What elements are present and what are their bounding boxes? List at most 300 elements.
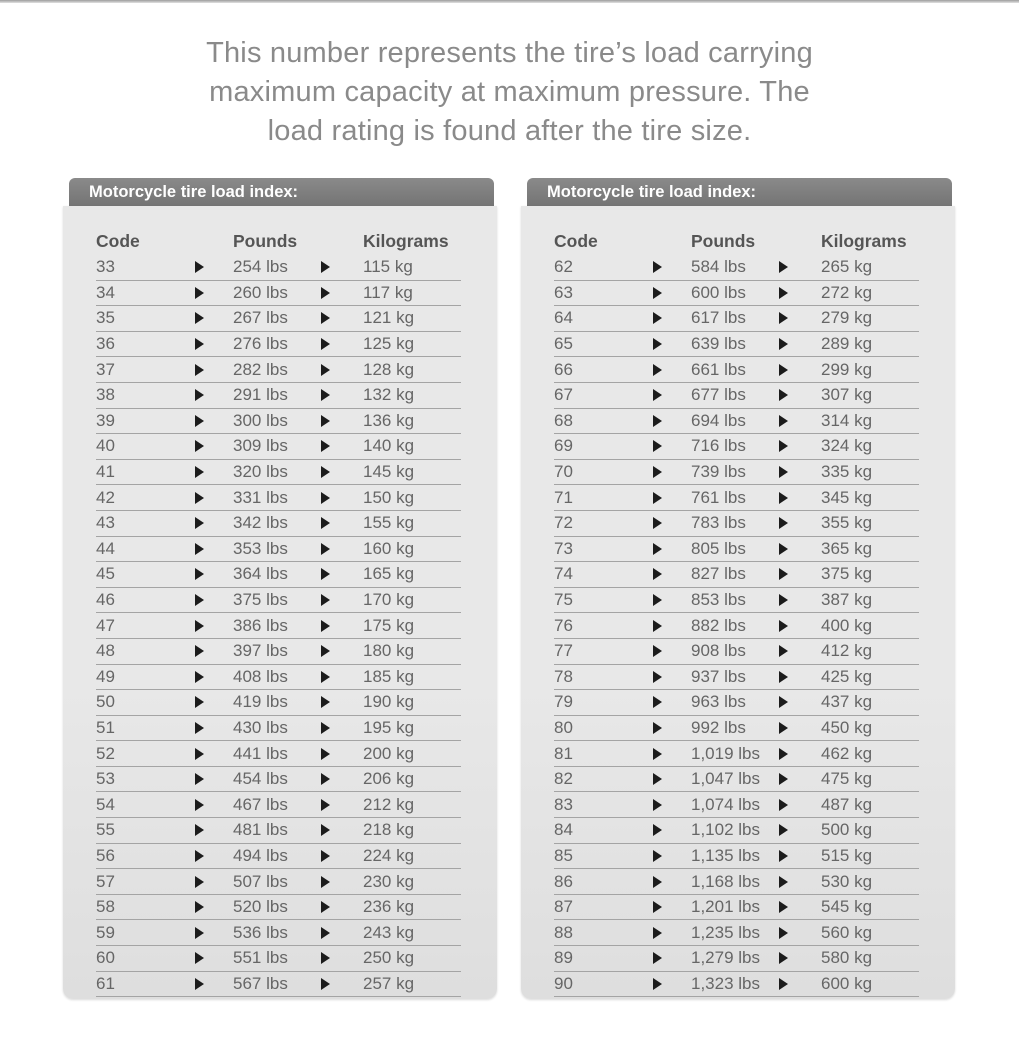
arrow-right-glyph: [195, 287, 204, 299]
kilograms-cell: 365 kg: [821, 538, 873, 558]
table-row: [554, 511, 919, 537]
arrow-right-icon: [653, 876, 691, 888]
arrow-right-icon: [779, 901, 821, 913]
arrow-right-glyph: [321, 850, 330, 862]
pounds-cell: 677 lbs: [691, 385, 746, 405]
arrow-right-glyph: [779, 850, 788, 862]
arrow-right-icon: [779, 850, 821, 862]
arrow-right-icon: [779, 594, 821, 606]
pounds-cell: 353 lbs: [233, 538, 288, 558]
code-cell: 51: [96, 717, 115, 737]
arrow-right-glyph: [779, 415, 788, 427]
code-cell: 87: [554, 897, 573, 917]
pounds-cell: 963 lbs: [691, 692, 746, 712]
arrow-right-glyph: [321, 312, 330, 324]
arrow-right-glyph: [195, 492, 204, 504]
kilograms-cell: 450 kg: [821, 717, 873, 737]
pounds-cell: 1,201 lbs: [691, 897, 760, 917]
arrow-right-glyph: [653, 415, 662, 427]
code-cell: 82: [554, 769, 573, 789]
arrow-right-glyph: [195, 901, 204, 913]
arrow-right-icon: [653, 978, 691, 990]
arrow-right-glyph: [653, 466, 662, 478]
arrow-right-icon: [195, 978, 233, 990]
arrow-right-glyph: [195, 824, 204, 836]
table-row: [96, 511, 461, 537]
arrow-right-icon: [779, 799, 821, 811]
arrow-right-glyph: [321, 466, 330, 478]
pounds-cell: 937 lbs: [691, 666, 746, 686]
arrow-right-icon: [653, 466, 691, 478]
pounds-cell: 567 lbs: [233, 973, 288, 993]
arrow-right-icon: [195, 415, 233, 427]
arrow-right-icon: [653, 440, 691, 452]
table-body: [63, 206, 497, 999]
kilograms-cell: 195 kg: [363, 717, 415, 737]
kilograms-cell: 257 kg: [363, 973, 415, 993]
code-cell: 44: [96, 538, 115, 558]
arrow-right-glyph: [779, 568, 788, 580]
pounds-cell: 639 lbs: [691, 334, 746, 354]
code-cell: 37: [96, 359, 115, 379]
title-line-2: maximum capacity at maximum pressure. The: [209, 76, 810, 108]
code-cell: 77: [554, 641, 573, 661]
code-cell: 75: [554, 590, 573, 610]
kilograms-cell: 165 kg: [363, 564, 415, 584]
kilograms-cell: 145 kg: [363, 462, 415, 482]
arrow-right-icon: [653, 543, 691, 555]
table-rows: [96, 255, 461, 997]
table-row: [554, 357, 919, 383]
pounds-cell: 584 lbs: [691, 257, 746, 277]
code-cell: 48: [96, 641, 115, 661]
arrow-right-glyph: [653, 517, 662, 529]
arrow-right-icon: [653, 364, 691, 376]
pounds-cell: 600 lbs: [691, 282, 746, 302]
arrow-right-icon: [321, 543, 363, 555]
kilograms-cell: 170 kg: [363, 590, 415, 610]
arrow-right-icon: [195, 620, 233, 632]
kilograms-cell: 487 kg: [821, 794, 873, 814]
arrow-right-icon: [321, 466, 363, 478]
arrow-right-glyph: [195, 338, 204, 350]
kilograms-cell: 265 kg: [821, 257, 873, 277]
arrow-right-icon: [321, 671, 363, 683]
arrow-right-glyph: [779, 440, 788, 452]
arrow-right-icon: [195, 312, 233, 324]
code-cell: 59: [96, 922, 115, 942]
kilograms-cell: 425 kg: [821, 666, 873, 686]
kilograms-cell: 185 kg: [363, 666, 415, 686]
arrow-right-icon: [779, 620, 821, 632]
pounds-cell: 300 lbs: [233, 410, 288, 430]
arrow-right-glyph: [195, 364, 204, 376]
table-row: [96, 639, 461, 665]
table-row: [96, 741, 461, 767]
kilograms-cell: 545 kg: [821, 897, 873, 917]
kilograms-cell: 375 kg: [821, 564, 873, 584]
arrow-right-glyph: [653, 287, 662, 299]
arrow-right-glyph: [779, 389, 788, 401]
table-row: [96, 409, 461, 435]
arrow-right-glyph: [321, 722, 330, 734]
arrow-right-icon: [321, 261, 363, 273]
arrow-right-icon: [321, 620, 363, 632]
code-cell: 43: [96, 513, 115, 533]
arrow-right-glyph: [653, 312, 662, 324]
arrow-right-glyph: [653, 492, 662, 504]
kilograms-cell: 218 kg: [363, 820, 415, 840]
kilograms-cell: 236 kg: [363, 897, 415, 917]
pounds-cell: 291 lbs: [233, 385, 288, 405]
kilograms-cell: 115 kg: [363, 257, 413, 277]
arrow-right-icon: [653, 568, 691, 580]
kilograms-cell: 190 kg: [363, 692, 415, 712]
kilograms-cell: 387 kg: [821, 590, 873, 610]
code-cell: 41: [96, 462, 115, 482]
arrow-right-glyph: [321, 287, 330, 299]
arrow-right-icon: [653, 850, 691, 862]
arrow-right-icon: [653, 952, 691, 964]
kilograms-cell: 530 kg: [821, 871, 873, 891]
arrow-right-icon: [321, 568, 363, 580]
table-row: [554, 613, 919, 639]
arrow-right-icon: [321, 799, 363, 811]
arrow-right-icon: [195, 466, 233, 478]
table-row: [96, 818, 461, 844]
arrow-right-icon: [195, 389, 233, 401]
arrow-right-glyph: [195, 415, 204, 427]
arrow-right-glyph: [653, 261, 662, 273]
pounds-cell: 342 lbs: [233, 513, 288, 533]
kilograms-cell: 136 kg: [363, 410, 415, 430]
code-cell: 36: [96, 334, 115, 354]
pounds-cell: 716 lbs: [691, 436, 746, 456]
arrow-right-glyph: [321, 364, 330, 376]
table-row: [554, 895, 919, 921]
kilograms-cell: 200 kg: [363, 743, 415, 763]
arrow-right-glyph: [195, 696, 204, 708]
arrow-right-icon: [321, 338, 363, 350]
arrow-right-icon: [779, 440, 821, 452]
arrow-right-icon: [195, 594, 233, 606]
code-cell: 90: [554, 973, 573, 993]
pounds-cell: 1,019 lbs: [691, 743, 760, 763]
kilograms-cell: 132 kg: [363, 385, 415, 405]
column-header-row: [96, 228, 461, 255]
arrow-right-glyph: [195, 799, 204, 811]
kilograms-cell: 180 kg: [363, 641, 415, 661]
kilograms-cell: 324 kg: [821, 436, 873, 456]
arrow-right-glyph: [195, 850, 204, 862]
arrow-right-glyph: [779, 696, 788, 708]
arrow-right-icon: [653, 415, 691, 427]
arrow-right-icon: [195, 876, 233, 888]
arrow-right-glyph: [321, 824, 330, 836]
kilograms-cell: 462 kg: [821, 743, 873, 763]
arrow-right-glyph: [653, 338, 662, 350]
code-cell: 57: [96, 871, 115, 891]
arrow-right-glyph: [321, 517, 330, 529]
pounds-cell: 783 lbs: [691, 513, 746, 533]
arrow-right-glyph: [321, 876, 330, 888]
arrow-right-glyph: [779, 748, 788, 760]
arrow-right-glyph: [779, 952, 788, 964]
arrow-right-icon: [779, 466, 821, 478]
arrow-right-glyph: [195, 927, 204, 939]
arrow-right-icon: [779, 287, 821, 299]
arrow-right-glyph: [653, 594, 662, 606]
kilograms-cell: 314 kg: [821, 410, 873, 430]
column-header-code: Code: [96, 231, 140, 251]
code-cell: 50: [96, 692, 115, 712]
pounds-cell: 386 lbs: [233, 615, 288, 635]
kilograms-cell: 230 kg: [363, 871, 415, 891]
kilograms-cell: 212 kg: [363, 794, 415, 814]
table-row: [554, 255, 919, 281]
code-cell: 76: [554, 615, 573, 635]
code-cell: 74: [554, 564, 573, 584]
arrow-right-icon: [779, 773, 821, 785]
code-cell: 35: [96, 308, 115, 328]
arrow-right-icon: [779, 543, 821, 555]
arrow-right-glyph: [195, 261, 204, 273]
arrow-right-icon: [779, 824, 821, 836]
code-cell: 67: [554, 385, 573, 405]
kilograms-cell: 335 kg: [821, 462, 873, 482]
arrow-right-icon: [195, 517, 233, 529]
kilograms-cell: 560 kg: [821, 922, 873, 942]
arrow-right-icon: [779, 338, 821, 350]
arrow-right-icon: [653, 824, 691, 836]
arrow-right-icon: [321, 901, 363, 913]
kilograms-cell: 307 kg: [821, 385, 873, 405]
arrow-right-glyph: [779, 466, 788, 478]
arrow-right-icon: [321, 952, 363, 964]
arrow-right-glyph: [779, 927, 788, 939]
arrow-right-icon: [653, 773, 691, 785]
column-header-kilograms: Kilograms: [363, 231, 449, 251]
pounds-cell: 551 lbs: [233, 948, 288, 968]
arrow-right-glyph: [321, 901, 330, 913]
arrow-right-icon: [321, 594, 363, 606]
pounds-cell: 739 lbs: [691, 462, 746, 482]
arrow-right-icon: [195, 696, 233, 708]
table-row: [96, 844, 461, 870]
table-row: [554, 639, 919, 665]
table-row: [96, 588, 461, 614]
kilograms-cell: 580 kg: [821, 948, 873, 968]
kilograms-cell: 243 kg: [363, 922, 415, 942]
table-rows: [554, 255, 919, 997]
arrow-right-glyph: [195, 671, 204, 683]
table-header-label: Motorcycle tire load index:: [547, 183, 757, 201]
arrow-right-glyph: [653, 901, 662, 913]
code-cell: 46: [96, 590, 115, 610]
code-cell: 34: [96, 282, 115, 302]
arrow-right-icon: [195, 824, 233, 836]
code-cell: 58: [96, 897, 115, 917]
table-row: [554, 588, 919, 614]
table-row: [554, 332, 919, 358]
arrow-right-glyph: [321, 261, 330, 273]
load-index-table-left: [63, 178, 497, 999]
pounds-cell: 260 lbs: [233, 282, 288, 302]
table-row: [96, 357, 461, 383]
table-row: [96, 562, 461, 588]
table-row: [554, 767, 919, 793]
arrow-right-glyph: [779, 645, 788, 657]
code-cell: 72: [554, 513, 573, 533]
table-header-bar: [69, 178, 494, 206]
code-cell: 40: [96, 436, 115, 456]
code-cell: 65: [554, 334, 573, 354]
table-row: [554, 946, 919, 972]
table-row: [96, 716, 461, 742]
arrow-right-icon: [321, 722, 363, 734]
kilograms-cell: 437 kg: [821, 692, 873, 712]
table-row: [96, 946, 461, 972]
pounds-cell: 309 lbs: [233, 436, 288, 456]
arrow-right-icon: [653, 389, 691, 401]
pounds-cell: 520 lbs: [233, 897, 288, 917]
arrow-right-glyph: [653, 671, 662, 683]
arrow-right-glyph: [653, 696, 662, 708]
arrow-right-glyph: [653, 645, 662, 657]
kilograms-cell: 150 kg: [363, 487, 415, 507]
code-cell: 71: [554, 487, 573, 507]
pounds-cell: 481 lbs: [233, 820, 288, 840]
column-header-row: [554, 228, 919, 255]
arrow-right-glyph: [321, 978, 330, 990]
arrow-right-icon: [195, 722, 233, 734]
arrow-right-icon: [321, 287, 363, 299]
pounds-cell: 1,323 lbs: [691, 973, 760, 993]
arrow-right-glyph: [195, 952, 204, 964]
arrow-right-glyph: [321, 748, 330, 760]
table-row: [554, 972, 919, 998]
table-row: [554, 792, 919, 818]
table-row: [96, 255, 461, 281]
arrow-right-glyph: [779, 517, 788, 529]
top-divider: [0, 0, 1019, 3]
code-cell: 84: [554, 820, 573, 840]
pounds-cell: 1,102 lbs: [691, 820, 760, 840]
pounds-cell: 853 lbs: [691, 590, 746, 610]
arrow-right-icon: [195, 952, 233, 964]
table-row: [554, 716, 919, 742]
pounds-cell: 617 lbs: [691, 308, 746, 328]
table-row: [96, 332, 461, 358]
table-row: [96, 281, 461, 307]
kilograms-cell: 250 kg: [363, 948, 415, 968]
arrow-right-glyph: [321, 773, 330, 785]
arrow-right-glyph: [653, 722, 662, 734]
arrow-right-icon: [195, 901, 233, 913]
arrow-right-glyph: [779, 261, 788, 273]
kilograms-cell: 299 kg: [821, 359, 873, 379]
arrow-right-icon: [195, 364, 233, 376]
code-cell: 85: [554, 845, 573, 865]
table-header-label: Motorcycle tire load index:: [89, 183, 299, 201]
pounds-cell: 282 lbs: [233, 359, 288, 379]
code-cell: 73: [554, 538, 573, 558]
arrow-right-glyph: [195, 543, 204, 555]
table-row: [554, 844, 919, 870]
arrow-right-glyph: [195, 594, 204, 606]
kilograms-cell: 175 kg: [363, 615, 415, 635]
pounds-cell: 397 lbs: [233, 641, 288, 661]
arrow-right-icon: [653, 594, 691, 606]
kilograms-cell: 355 kg: [821, 513, 873, 533]
arrow-right-icon: [779, 978, 821, 990]
arrow-right-glyph: [195, 466, 204, 478]
arrow-right-icon: [321, 312, 363, 324]
arrow-right-glyph: [779, 671, 788, 683]
table-body: [521, 206, 955, 999]
table-row: [96, 972, 461, 998]
arrow-right-glyph: [653, 850, 662, 862]
arrow-right-icon: [321, 824, 363, 836]
arrow-right-icon: [779, 364, 821, 376]
pounds-cell: 276 lbs: [233, 334, 288, 354]
arrow-right-icon: [653, 696, 691, 708]
arrow-right-glyph: [321, 440, 330, 452]
arrow-right-icon: [321, 364, 363, 376]
pounds-cell: 661 lbs: [691, 359, 746, 379]
kilograms-cell: 500 kg: [821, 820, 873, 840]
column-header-kilograms: Kilograms: [821, 231, 907, 251]
arrow-right-icon: [195, 927, 233, 939]
kilograms-cell: 117 kg: [363, 282, 413, 302]
arrow-right-glyph: [779, 901, 788, 913]
code-cell: 54: [96, 794, 115, 814]
table-row: [554, 818, 919, 844]
pounds-cell: 375 lbs: [233, 590, 288, 610]
pounds-cell: 761 lbs: [691, 487, 746, 507]
code-cell: 63: [554, 282, 573, 302]
arrow-right-icon: [195, 671, 233, 683]
arrow-right-icon: [321, 645, 363, 657]
pounds-cell: 1,135 lbs: [691, 845, 760, 865]
load-index-table-right: [521, 178, 955, 999]
table-row: [96, 485, 461, 511]
pounds-cell: 408 lbs: [233, 666, 288, 686]
arrow-right-icon: [653, 312, 691, 324]
title-line-1: This number represents the tire’s load carrying: [206, 37, 813, 69]
arrow-right-icon: [321, 440, 363, 452]
pounds-cell: 882 lbs: [691, 615, 746, 635]
arrow-right-icon: [321, 415, 363, 427]
arrow-right-glyph: [653, 620, 662, 632]
code-cell: 81: [554, 743, 573, 763]
arrow-right-glyph: [779, 312, 788, 324]
arrow-right-icon: [653, 620, 691, 632]
kilograms-cell: 279 kg: [821, 308, 873, 328]
table-row: [554, 485, 919, 511]
arrow-right-glyph: [653, 389, 662, 401]
arrow-right-icon: [779, 748, 821, 760]
table-row: [96, 434, 461, 460]
table-row: [96, 460, 461, 486]
column-header-pounds: Pounds: [233, 231, 298, 251]
arrow-right-glyph: [779, 492, 788, 504]
kilograms-cell: 128 kg: [363, 359, 415, 379]
arrow-right-glyph: [779, 620, 788, 632]
code-cell: 56: [96, 845, 115, 865]
pounds-cell: 1,074 lbs: [691, 794, 760, 814]
arrow-right-glyph: [195, 620, 204, 632]
